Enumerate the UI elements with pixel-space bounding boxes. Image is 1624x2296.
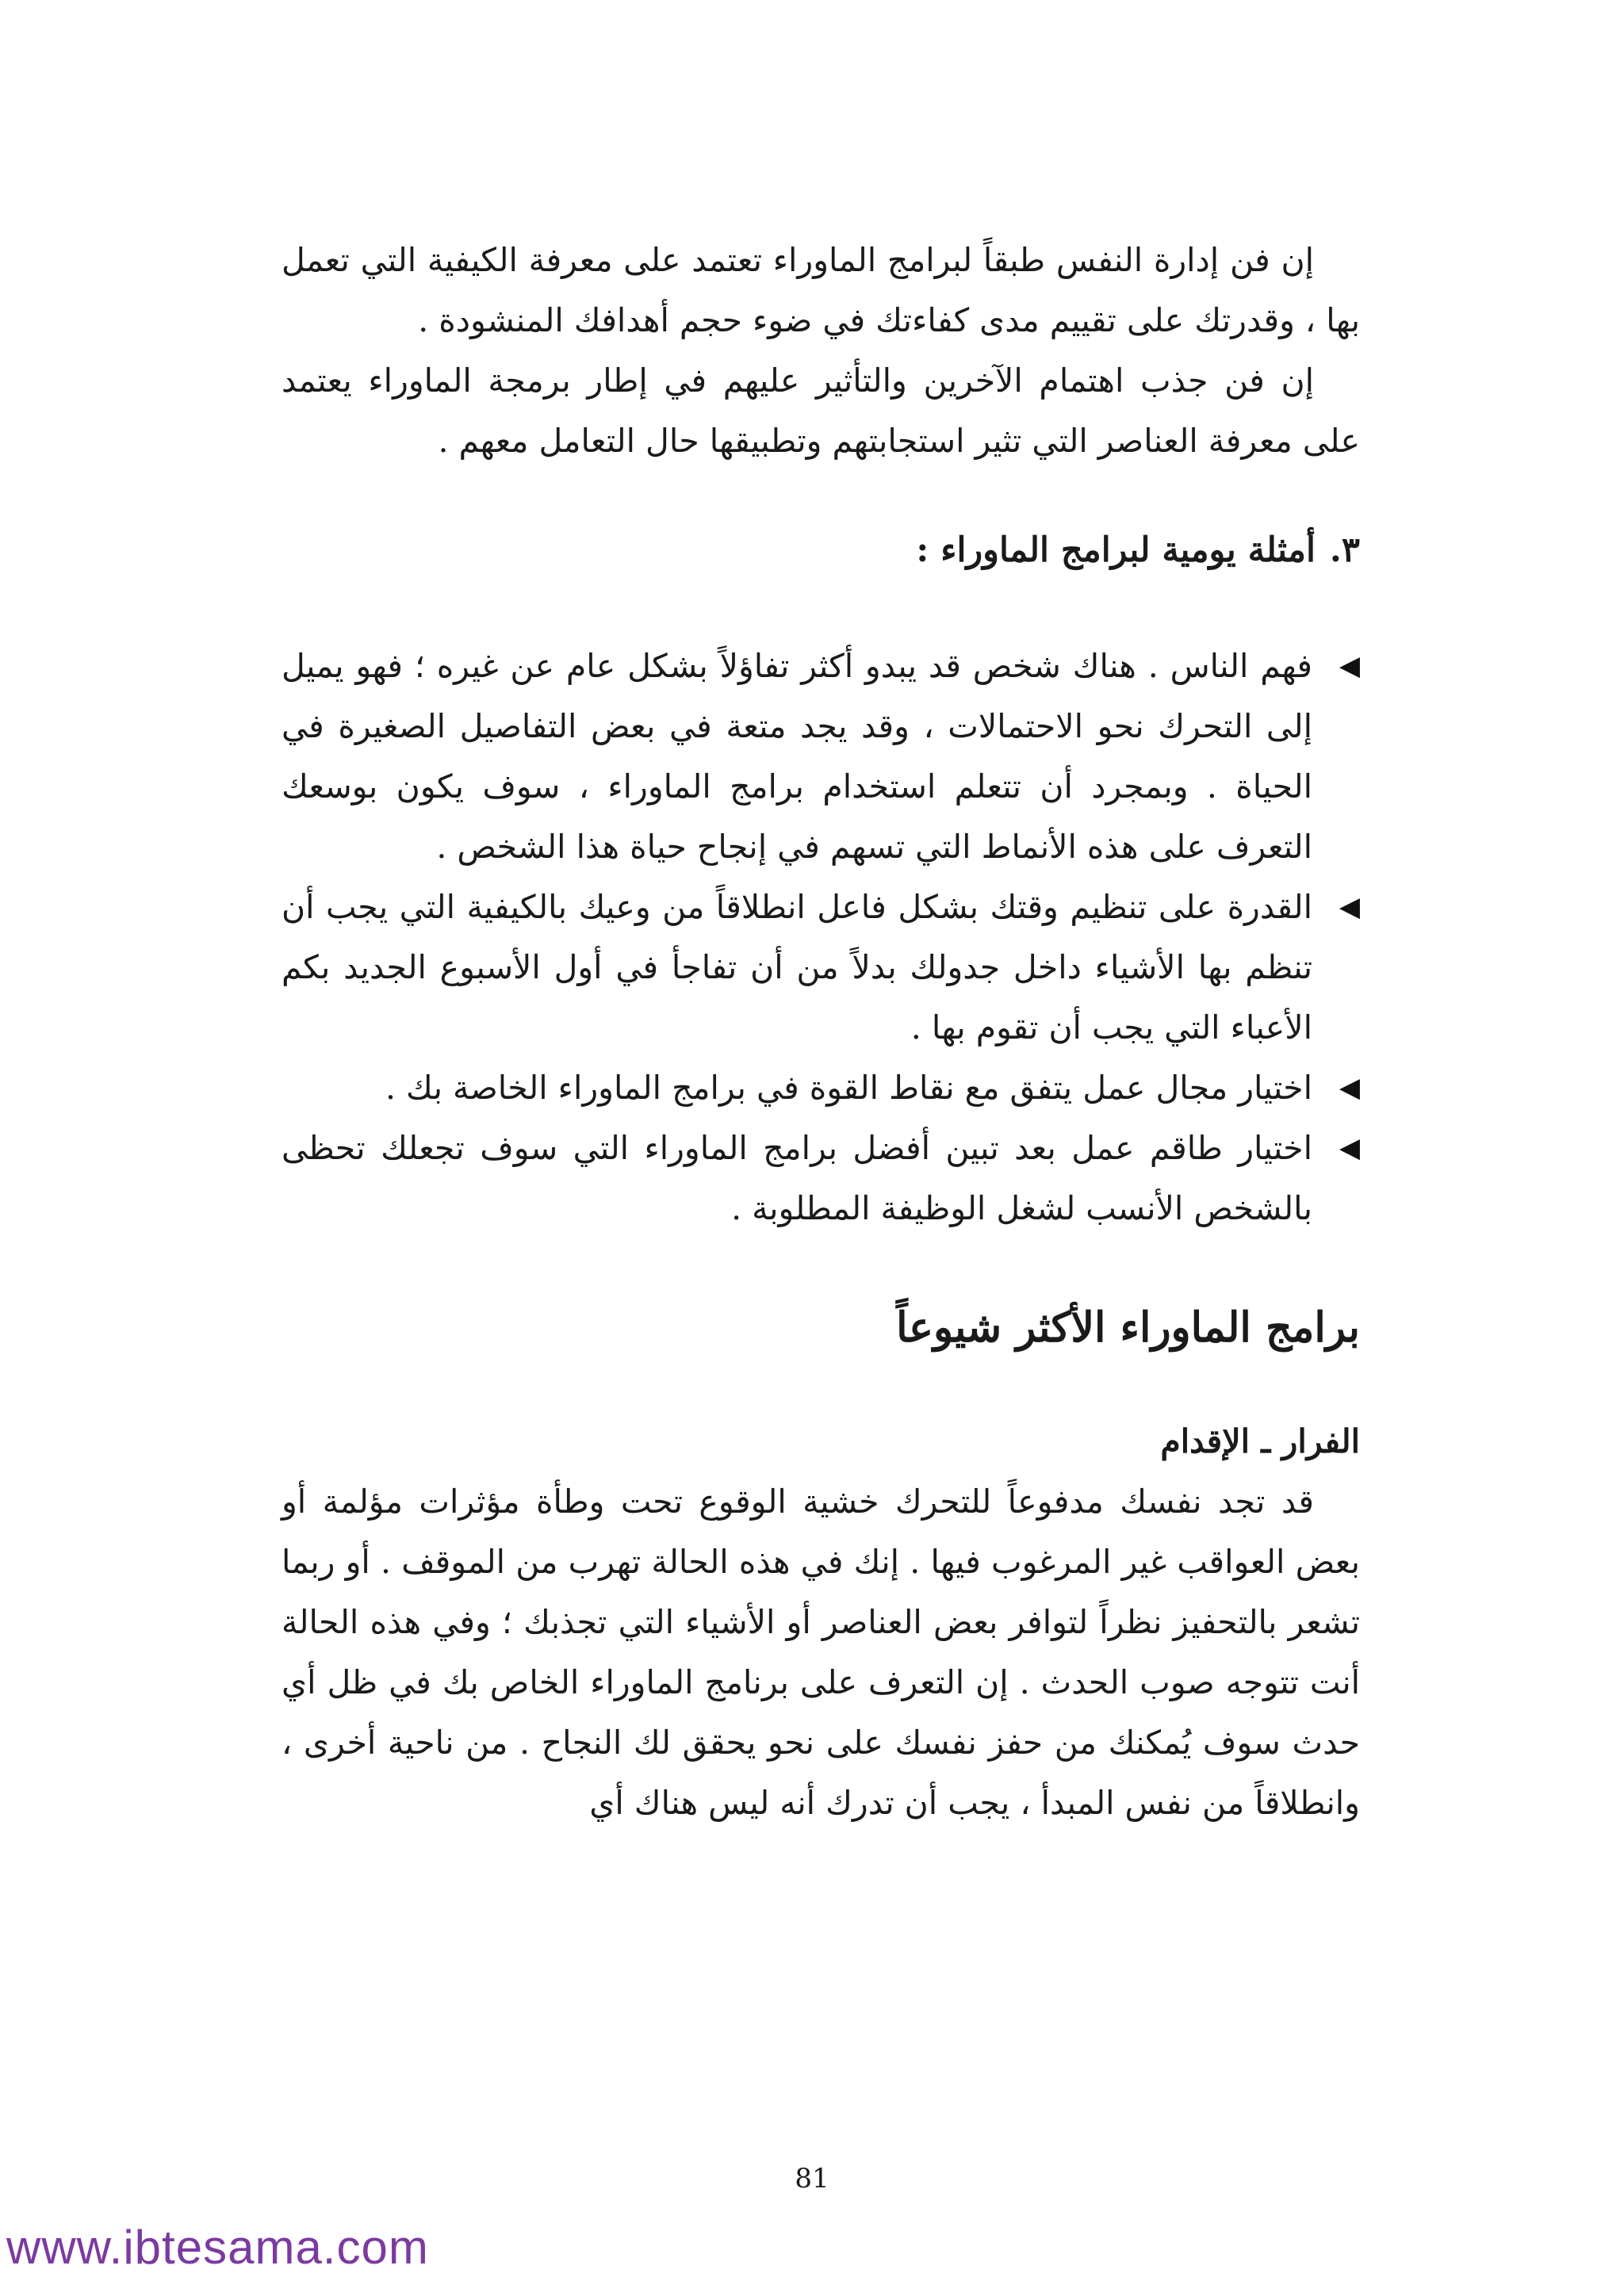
examples-list [282,636,1360,1238]
list-item [282,1058,1360,1118]
paragraph-avoid-approach: قد تجد نفسك مدفوعاً للتحرك خشية الوقوع تحت وطأة مؤثرات مؤلمة أو بعض العواقب غير المرغوب فيها . إنك في هذه الحالة تهرب من الموقف . أو ربما تشعر بالتحفيز نظراً لتوافر بعض العناصر أو الأشياء التي تجذبك ؛ وفي هذه الحالة أنت تتوجه صوب الحدث . إن التعرف على برنامج الماوراء الخاص بك في ظل أي حدث سوف يُمكنك من حفز نفسك على نحو يحقق لك النجاح . من ناحية أخرى ، وانطلاقاً من نفس المبدأ ، يجب أن تدرك أنه ليس هناك أي [282,1483,1360,1822]
section-heading [282,520,1360,580]
list-item-text: القدرة على تنظيم وقتك بشكل فاعل انطلاقاً من وعيك بالكيفية التي يجب أن تنظم بها الأشياء داخل جدولك بدلاً من أن تفاجأ في أول الأسبوع الجديد بكم الأعباء التي يجب أن تقوم بها . [282,888,1312,1047]
section-number: ٣. [1329,530,1360,570]
list-item [282,877,1360,1058]
watermark-url: www.ibtesama.com [6,2221,429,2274]
page-number: 81 [795,2163,829,2195]
list-item-text: اختيار مجال عمل يتفق مع نقاط القوة في برامج الماوراء الخاصة بك . [385,1069,1312,1107]
section-title-text: أمثلة يومية لبرامج الماوراء : [916,530,1316,570]
list-item [282,1118,1360,1238]
paragraph-influence: إن فن جذب اهتمام الآخرين والتأثير عليهم في إطار برمجة الماوراء يعتمد على معرفة العناصر التي تثير استجابتهم وتطبيقها حال التعامل معهم . [282,362,1360,460]
sub-heading: الفرار ـ الإقدام [1160,1422,1360,1460]
left-pointing-triangle-icon: ◀ [1339,1072,1360,1104]
left-pointing-triangle-icon: ◀ [1339,891,1360,923]
left-pointing-triangle-icon: ◀ [1339,650,1360,682]
main-heading: برامج الماوراء الأكثر شيوعاً [896,1303,1360,1352]
list-item-text: اختيار طاقم عمل بعد تبين أفضل برامج الماوراء التي سوف تجعلك تحظى بالشخص الأنسب لشغل الوظيفة المطلوبة . [282,1129,1312,1227]
list-item [282,636,1360,877]
list-item-text: فهم الناس . هناك شخص قد يبدو أكثر تفاؤلاً بشكل عام عن غيره ؛ فهو يميل إلى التحرك نحو الاحتمالات ، وقد يجد متعة في بعض التفاصيل الصغيرة في الحياة . وبمجرد أن تتعلم استخدام برامج الماوراء ، سوف يكون بوسعك التعرف على هذه الأنماط التي تسهم في إنجاح حياة هذا الشخص . [282,647,1312,866]
paragraph-self-management: إن فن إدارة النفس طبقاً لبرامج الماوراء تعتمد على معرفة الكيفية التي تعمل بها ، وقدرتك على تقييم مدى كفاءتك في ضوء حجم أهدافك المنشودة . [282,241,1360,339]
left-pointing-triangle-icon: ◀ [1339,1132,1360,1164]
page-content [282,230,1360,1833]
